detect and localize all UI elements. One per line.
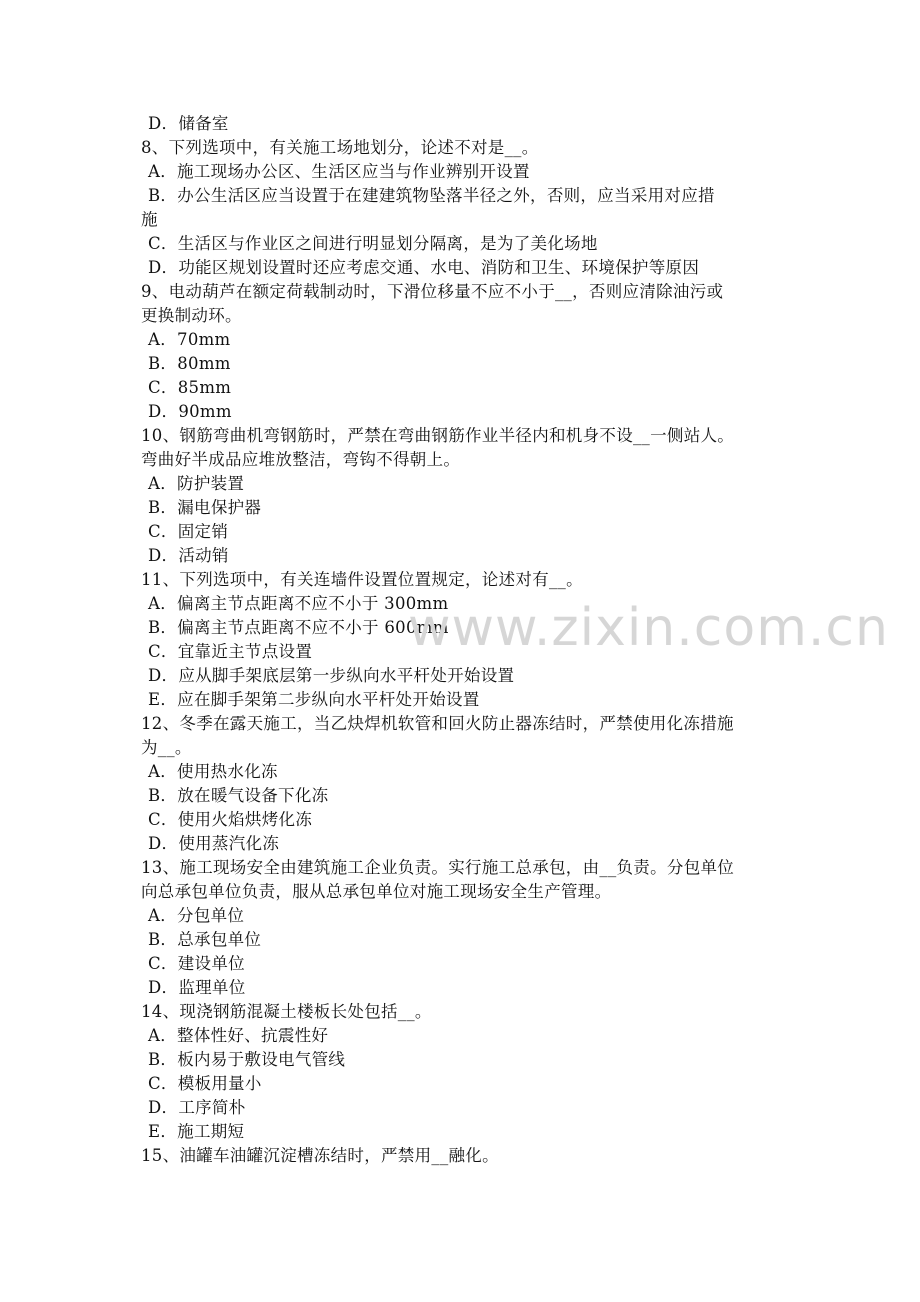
question-line: 12、冬季在露天施工，当乙炔焊机软管和回火防止器冻结时，严禁使用化冻措施 [141,714,734,733]
option-line: A．整体性好、抗震性好 [148,1026,329,1045]
option-line: C．固定销 [148,522,229,541]
option-line: D．使用蒸汽化冻 [148,834,280,853]
question-line: 更换制动环。 [141,306,242,325]
question-line: 14、现浇钢筋混凝土楼板长处包括__。 [141,1002,432,1021]
option-line: D．功能区规划设置时还应考虑交通、水电、消防和卫生、环境保护等原因 [148,258,700,277]
option-line: A．施工现场办公区、生活区应当与作业辨别开设置 [148,162,530,181]
option-line: D．监理单位 [148,978,246,997]
option-line: A．使用热水化冻 [148,762,278,781]
option-line: A．防护装置 [148,474,245,493]
question-line: 9、电动葫芦在额定荷载制动时，下滑位移量不应不小于__，否则应清除油污或 [141,282,724,301]
option-line: C．使用火焰烘烤化冻 [148,810,313,829]
option-line: A．分包单位 [148,906,245,925]
option-line: C．模板用量小 [148,1074,262,1093]
question-line: 11、下列选项中，有关连墙件设置位置规定，论述对有__。 [141,570,583,589]
option-line: B．80mm [148,354,231,373]
option-line: E．应在脚手架第二步纵向水平杆处开始设置 [148,690,480,709]
option-line: D．应从脚手架底层第一步纵向水平杆处开始设置 [148,666,515,685]
option-line: B．偏离主节点距离不应不小于 600mm [148,618,449,637]
question-line: 10、钢筋弯曲机弯钢筋时，严禁在弯曲钢筋作业半径内和机身不设__一侧站人。 [141,426,735,445]
question-line: 为__。 [141,738,192,757]
option-line: D．90mm [148,402,232,421]
option-line: C．建设单位 [148,954,245,973]
option-line: B．放在暖气设备下化冻 [148,786,329,805]
option-line: A．70mm [148,330,231,349]
question-line: 8、下列选项中，有关施工场地划分，论述不对是__。 [141,138,539,157]
option-line: C．生活区与作业区之间进行明显划分隔离，是为了美化场地 [148,234,598,253]
question-text-body [141,112,806,1168]
question-line: 施 [141,210,158,229]
option-line: C．85mm [148,378,232,397]
question-line: 13、施工现场安全由建筑施工企业负责。实行施工总承包，由__负责。分包单位 [141,858,735,877]
option-line: B．漏电保护器 [148,498,262,517]
option-line: E．施工期短 [148,1122,245,1141]
option-line: C．宜靠近主节点设置 [148,642,313,661]
option-line: D．工序简朴 [148,1098,246,1117]
option-line: B．办公生活区应当设置于在建建筑物坠落半径之外，否则，应当采用对应措 [148,186,715,205]
option-line: B．板内易于敷设电气管线 [148,1050,346,1069]
question-line: 15、油罐车油罐沉淀槽冻结时，严禁用__融化。 [141,1146,499,1165]
question-line: 向总承包单位负责，服从总承包单位对施工现场安全生产管理。 [141,882,612,901]
option-line: A．偏离主节点距离不应不小于 300mm [148,594,449,613]
option-line: B．总承包单位 [148,930,262,949]
option-line: D．储备室 [148,114,229,133]
option-line: D．活动销 [148,546,229,565]
watermark: www.zixin.com.cn [408,598,889,658]
question-line: 弯曲好半成品应堆放整洁，弯钩不得朝上。 [141,450,461,469]
